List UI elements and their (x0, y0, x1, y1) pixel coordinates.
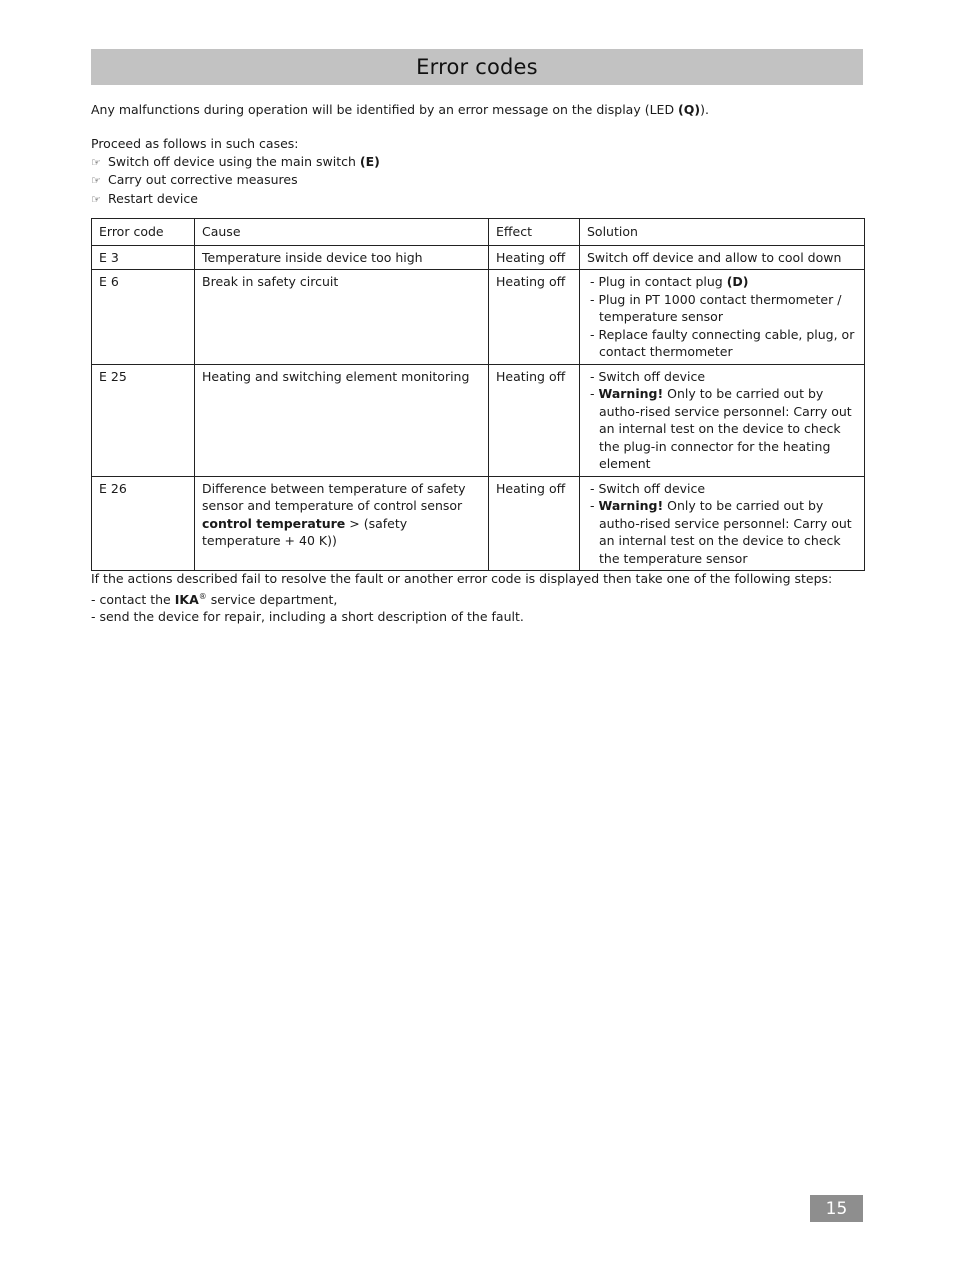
pointing-hand-icon: ☞ (91, 155, 101, 169)
table-row (92, 476, 865, 571)
cell-code: E 6 (92, 270, 195, 365)
cell-solution (580, 476, 865, 571)
procedure-step: ☞ Carry out corrective measures (91, 171, 691, 190)
cell-cause: Break in safety circuit (195, 270, 489, 365)
procedure-step: ☞ Restart device (91, 190, 691, 209)
header-solution: Solution (580, 219, 865, 246)
cell-cause: Heating and switching element monitoring (195, 364, 489, 476)
solution-line: - Switch off device (590, 368, 706, 384)
procedure-heading: Proceed as follows in such cases: (91, 136, 299, 151)
cell-cause: Temperature inside device too high (195, 245, 489, 270)
intro-paragraph (91, 101, 871, 119)
intro-after: ). (700, 102, 709, 117)
solution-line: - Warning! Only to be carried out by autho-rised service personnel: Carry out an internal test on the device to check the temperature sensor (590, 498, 852, 566)
header-effect: Effect (489, 219, 580, 246)
footer-line: - contact the IKA® service department, (91, 591, 338, 607)
cell-solution (580, 270, 865, 365)
pointing-hand-icon: ☞ (91, 192, 101, 206)
solution-line: - Replace faulty connecting cable, plug, or contact thermometer (590, 326, 855, 359)
title-bar (91, 49, 863, 85)
solution-line: - Plug in contact plug (D) (590, 274, 749, 289)
intro-ref: (Q) (678, 102, 701, 117)
solution-line: - Plug in PT 1000 contact thermometer / temperature sensor (590, 291, 842, 324)
page-number: 15 (810, 1195, 863, 1222)
table-row (92, 364, 865, 476)
cell-effect: Heating off (489, 245, 580, 270)
solution-line: - Switch off device (590, 480, 706, 496)
header-error-code: Error code (92, 219, 195, 246)
cell-code: E 25 (92, 364, 195, 476)
cell-effect: Heating off (489, 476, 580, 571)
table-row (92, 270, 865, 365)
header-cause: Cause (195, 219, 489, 246)
brand-name: IKA (174, 591, 199, 607)
cell-cause: Difference between temperature of safety sensor and temperature of control sensor control temperature > (safety temperature + 40 K)) (195, 476, 489, 571)
cell-code: E 3 (92, 245, 195, 270)
cell-effect: Heating off (489, 364, 580, 476)
solution-line: - Warning! Only to be carried out by autho-rised service personnel: Carry out an internal test on the device to check the plug-in connector for the heating element (590, 386, 852, 471)
page-title: Error codes (416, 55, 538, 79)
cell-solution (580, 364, 865, 476)
table-header-row (92, 219, 865, 246)
footer-paragraph (91, 570, 871, 626)
table-row (92, 245, 865, 270)
footer-line: - send the device for repair, including a short description of the fault. (91, 609, 524, 625)
intro-text: Any malfunctions during operation will be identified by an error message on the display (LED (91, 102, 679, 117)
cell-solution: Switch off device and allow to cool down (580, 245, 865, 270)
procedure (91, 135, 691, 208)
procedure-step: ☞ Switch off device using the main switch (E) (91, 153, 691, 172)
pointing-hand-icon: ☞ (91, 174, 101, 187)
cell-effect: Heating off (489, 270, 580, 365)
error-codes-table (91, 218, 865, 571)
footer-line: If the actions described fail to resolve the fault or another error code is displayed then take one of the following steps: (91, 571, 833, 586)
cell-code: E 26 (92, 476, 195, 571)
